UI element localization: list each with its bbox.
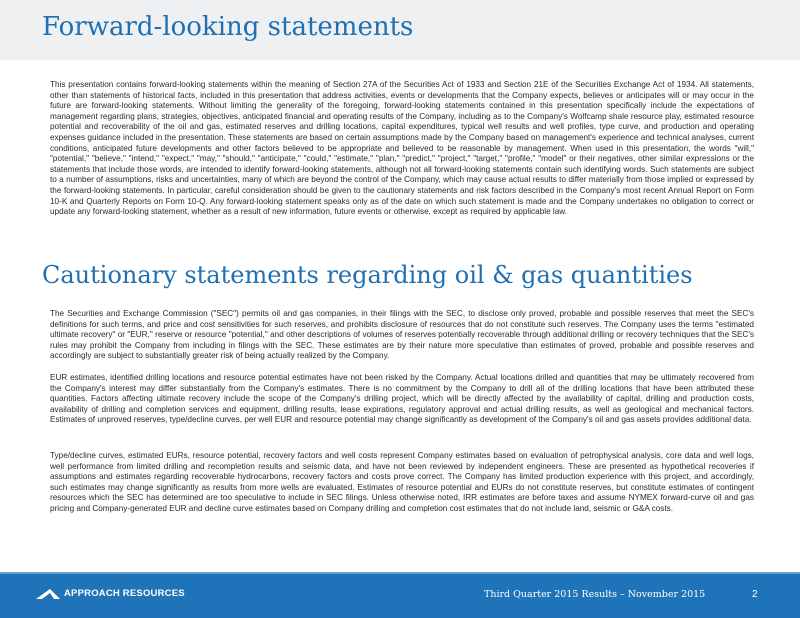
company-logo — [36, 586, 185, 600]
section-title: Cautionary statements regarding oil & gas quantities — [42, 261, 693, 289]
footer-caption: Third Quarter 2015 Results – November 2015 — [484, 589, 706, 600]
forward-looking-paragraph: This presentation contains forward-looking statements within the meaning of Section 27A of the Securities Act of 1933 and Section 21E of the Securities Exchange Act of 1934. All statements, other than statements of historical facts, included in this presentation that address activities, events or developments that the Company expects, believes or anticipates will or may occur in the future are forward-looking statements. Without limiting the generality of the foregoing, forward-looking statements contained in this presentation specifically include the expectations of management regarding plans, strategies, objectives, anticipated financial and operating results of the Company, including as to the Company's Wolfcamp shale resource play, estimated resource potential and recoverability of the oil and gas, estimated reserves and drilling locations, capital expenditures, typical well results and well profiles, type curve, and production and operating expenses guidance included in the presentation. These statements are based on certain assumptions made by the Company based on management's experience and technical analyses, current conditions, anticipated future developments and other factors believed to be appropriate and believed to be reasonable by management. When used in this presentation, the words "will," "potential," "believe," "intend," "expect," "may," "should," "anticipate," "could," "estimate," "plan," "predict," "project," "target," "profile," "model" or their negatives, other similar expressions or the statements that include those words, are intended to identify forward-looking statements, although not all forward-looking statements contain such identifying words. Such statements are subject to a number of assumptions, risks and uncertainties, many of which are beyond the control of the Company, which may cause actual results to differ materially from those implied or expressed by the forward-looking statements. In particular, careful consideration should be given to the cautionary statements and risk factors described in the Company's most recent Annual Report on Form 10-K and Quarterly Reports on Form 10-Q. Any forward-looking statement speaks only as of the date on which such statement is made and the Company undertakes no obligation to correct or update any forward-looking statement, whether as a result of new information, future events or otherwise, except as required by applicable law. — [50, 80, 754, 217]
cautionary-paragraph-sec: The Securities and Exchange Commission ("SEC") permits oil and gas companies, in their filings with the SEC, to disclose only proved, probable and possible reserves that meet the SEC's definitions for such terms, and price and cost sensitivities for such reserves, and prohibits disclosure of resources that do not constitute such reserves. The Company uses the terms "estimated ultimate recovery" or "EUR," reserve or resource "potential," and other descriptions of volumes of reserves potentially recoverable through additional drilling or recovery techniques that the SEC's rules may prohibit the Company from including in filings with the SEC. These estimates are by their nature more speculative than estimates of proved, probable and possible reserves and accordingly are subject to substantially greater risk of being actually realized by the Company. — [50, 309, 754, 361]
footer-divider — [0, 572, 800, 574]
logo-text: APPROACH RESOURCES — [64, 587, 185, 599]
page-title: Forward-looking statements — [42, 12, 414, 42]
cautionary-paragraph-type-curves: Type/decline curves, estimated EURs, resource potential, recovery factors and well costs represent Company estimates based on evaluation of petrophysical analysis, core data and well logs, well performance from limited drilling and recompletion results and seismic data, and have not been reviewed by independent engineers. These are presented as hypothetical recoveries if assumptions and estimates regarding recoverable hydrocarbons, recovery factors and costs prove correct. The Company has limited production experience with this project, and accordingly, such estimates may change significantly as results from more wells are evaluated. Estimates of resource potential and EURs do not constitute reserves, but constitute estimates of contingent resources which the SEC has determined are too speculative to include in SEC filings. Unless otherwise noted, IRR estimates are before taxes and assume NYMEX forward-curve oil and gas pricing and Company-generated EUR and decline curve estimates based on Company drilling and completion cost estimates that do not include land, seismic or G&A costs. — [50, 451, 754, 513]
page-number: 2 — [752, 589, 758, 600]
approach-triangle-logo-icon — [36, 587, 60, 599]
cautionary-paragraph-eur: EUR estimates, identified drilling locations and resource potential estimates have not been risked by the Company. Actual locations drilled and quantities that may be ultimately recovered from the Company's interest may differ substantially from the Company's estimates. There is no commitment by the Company to drill all of the drilling locations that have been attributed these quantities. Factors affecting ultimate recovery include the scope of the Company's drilling project, which will be directly affected by the availability of capital, drilling and production costs, availability of drilling and completion services and equipment, drilling results, lease expirations, regulatory approval and actual drilling results, as well as geological and mechanical factors. Estimates of unproved reserves, type/decline curves, per well EUR and resource potential may change significantly as development of the Company's oil and gas assets provides additional data. — [50, 373, 754, 425]
